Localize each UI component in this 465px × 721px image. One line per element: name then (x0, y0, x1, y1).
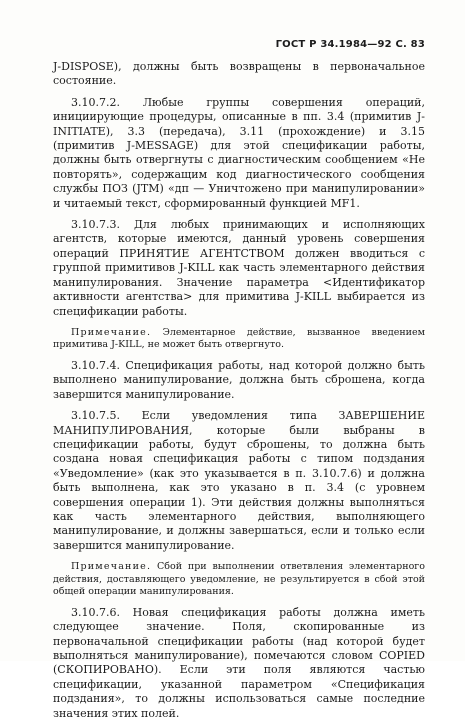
note-1-text: Элементарное действие, вызванное введением примитива J-KILL, не может быть отвергнуто. (53, 326, 425, 351)
paragraph-3-10-7-6: 3.10.7.6. Новая спецификация работы должна иметь следующее значение. Поля, скопированные из первоначальной спецификации работы (над которой будет выполняться манипулирование), помечаются словом COPIED (СКОПИРОВАНО). Если эти поля являются частью спецификации, указанной параметром «Спецификация подздания», то должны использоваться самые последние значения этих полей. (53, 605, 425, 720)
note-2 (53, 561, 425, 599)
paragraph-continuation: J-DISPOSE), должны быть возвращены в первоначальное состояние. (53, 60, 425, 88)
note-2-label: Примечание. (71, 561, 152, 573)
note-1-label: Примечание. (71, 326, 152, 338)
paragraph-3-10-7-5: 3.10.7.5. Если уведомления типа ЗАВЕРШЕНИЕ МАНИПУЛИРОВАНИЯ, которые были выбраны в спецификации работы, будут сброшены, то должна быть создана новая спецификация работы с типом подздания «Уведомление» (как это указывается в п. 3.10.7.6) и должна быть выполнена, как это указано в п. 3.4 (с уровнем совершения операции 1). Эти действия должны выполняться как часть элементарного действия, выполняющего манипулирование, и должны завершаться, если и только если завершится манипулирование. (53, 409, 425, 552)
paragraph-3-10-7-3: 3.10.7.3. Для любых принимающих и исполняющих агентств, которые имеются, данный уровень совершения операций ПРИНЯТИЕ АГЕНТСТВОМ должен вводиться с группой примитивов J-KILL как часть элементарного действия манипулирования. Значение параметра <Идентификатор активности агентства> для примитива J-KILL выбирается из спецификации работы. (53, 218, 425, 318)
page-header: ГОСТ Р 34.1984—92 С. 83 (275, 39, 425, 50)
paragraph-3-10-7-4: 3.10.7.4. Спецификация работы, над которой должно быть выполнено манипулирование, должна быть сброшена, когда завершится манипулирование. (53, 358, 425, 401)
note-1 (53, 327, 425, 352)
paragraph-3-10-7-2: 3.10.7.2. Любые группы совершения операций, инициирующие процедуры, описанные в пп. 3.4 (примитив J-INITIATE), 3.3 (передача), 3.11 (прохождение) и 3.15 (примитив J-MESSAGE) для этой спецификации работы, должны быть отвергнуты с диагностическим сообщением «Не повторять», содержащим код диагностического сообщения службы ПОЗ (JTM) «дп — Уничтожено при манипулировании» и читаемый текст, сформированный функцией MF1. (53, 95, 425, 210)
document-body (53, 60, 425, 721)
note-2-text: Сбой при выполнении ответвления элементарного действия, доставляющего уведомление, не результируется в сбой этой общей операции манипулирования. (53, 561, 425, 598)
